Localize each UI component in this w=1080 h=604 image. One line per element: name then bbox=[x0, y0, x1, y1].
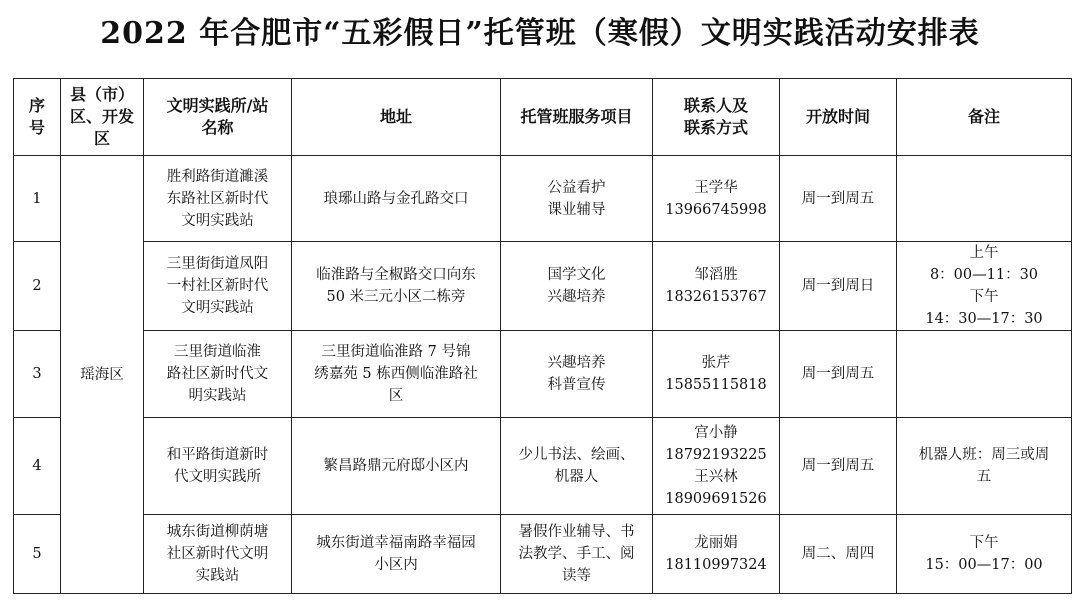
schedule-table bbox=[13, 78, 1072, 594]
cell-station: 胜利路街道濉溪 东路社区新时代 文明实践站 bbox=[144, 156, 292, 242]
cell-station: 和平路街道新时 代文明实践所 bbox=[144, 418, 292, 515]
cell-station: 三里街道临淮 路社区新时代文 明实践站 bbox=[144, 331, 292, 418]
cell-seq: 2 bbox=[14, 242, 61, 331]
cell-notes bbox=[897, 156, 1072, 242]
table-row bbox=[14, 331, 1072, 418]
cell-service: 少儿书法、绘画、 机器人 bbox=[501, 418, 653, 515]
cell-seq: 5 bbox=[14, 515, 61, 594]
table-row bbox=[14, 418, 1072, 515]
cell-county: 瑶海区 bbox=[61, 156, 144, 594]
cell-address: 城东街道幸福南路幸福园 小区内 bbox=[292, 515, 501, 594]
cell-contact: 宫小静 18792193225 王兴林 18909691526 bbox=[653, 418, 780, 515]
table-row bbox=[14, 242, 1072, 331]
header-service: 托管班服务项目 bbox=[501, 79, 653, 156]
table-row bbox=[14, 156, 1072, 242]
cell-seq: 3 bbox=[14, 331, 61, 418]
cell-service: 公益看护 课业辅导 bbox=[501, 156, 653, 242]
cell-service: 暑假作业辅导、书 法教学、手工、阅 读等 bbox=[501, 515, 653, 594]
page-title: 2022 年合肥市“五彩假日”托管班（寒假）文明实践活动安排表 bbox=[100, 16, 980, 51]
cell-notes: 下午 15：00—17：00 bbox=[897, 515, 1072, 594]
table-header-row bbox=[14, 79, 1072, 156]
cell-notes: 机器人班：周三或周 五 bbox=[897, 418, 1072, 515]
header-notes: 备注 bbox=[897, 79, 1072, 156]
header-county: 县（市） 区、开发 区 bbox=[61, 79, 144, 156]
cell-contact: 张芹 15855115818 bbox=[653, 331, 780, 418]
cell-address: 繁昌路鼎元府邸小区内 bbox=[292, 418, 501, 515]
cell-seq: 1 bbox=[14, 156, 61, 242]
cell-hours: 周二、周四 bbox=[780, 515, 897, 594]
cell-contact: 龙丽娟 18110997324 bbox=[653, 515, 780, 594]
cell-station: 三里街街道凤阳 一村社区新时代 文明实践站 bbox=[144, 242, 292, 331]
header-contact: 联系人及 联系方式 bbox=[653, 79, 780, 156]
cell-address: 琅琊山路与金孔路交口 bbox=[292, 156, 501, 242]
cell-seq: 4 bbox=[14, 418, 61, 515]
cell-hours: 周一到周五 bbox=[780, 156, 897, 242]
cell-address: 三里街道临淮路 7 号锦 绣嘉苑 5 栋西侧临淮路社 区 bbox=[292, 331, 501, 418]
cell-hours: 周一到周日 bbox=[780, 242, 897, 331]
cell-notes: 上午 8：00—11：30 下午 14：30—17：30 bbox=[897, 242, 1072, 331]
header-hours: 开放时间 bbox=[780, 79, 897, 156]
cell-address: 临淮路与全椒路交口向东 50 米三元小区二栋旁 bbox=[292, 242, 501, 331]
cell-station: 城东街道柳荫塘 社区新时代文明 实践站 bbox=[144, 515, 292, 594]
cell-service: 国学文化 兴趣培养 bbox=[501, 242, 653, 331]
cell-notes bbox=[897, 331, 1072, 418]
cell-hours: 周一到周五 bbox=[780, 331, 897, 418]
table-row bbox=[14, 515, 1072, 594]
cell-contact: 王学华 13966745998 bbox=[653, 156, 780, 242]
cell-hours: 周一到周五 bbox=[780, 418, 897, 515]
header-station: 文明实践所/站 名称 bbox=[144, 79, 292, 156]
header-address: 地址 bbox=[292, 79, 501, 156]
header-seq: 序 号 bbox=[14, 79, 61, 156]
cell-contact: 邹滔胜 18326153767 bbox=[653, 242, 780, 331]
cell-service: 兴趣培养 科普宣传 bbox=[501, 331, 653, 418]
